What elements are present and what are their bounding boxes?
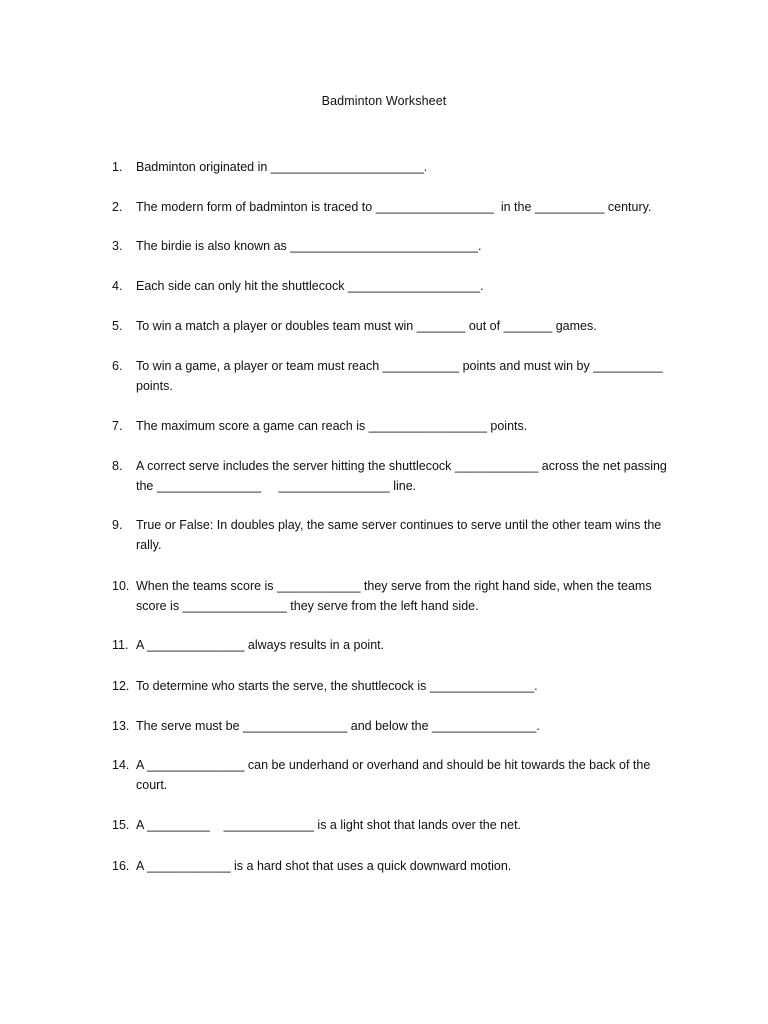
question-text-line-2: court.	[136, 778, 168, 792]
question-text-line-1: When the teams score is ____________ they serve from the right hand side, when the teams	[136, 579, 652, 593]
question-4	[112, 276, 678, 296]
question-15	[112, 815, 678, 835]
question-9	[112, 515, 678, 555]
question-8	[112, 456, 678, 496]
question-number: 11.	[112, 638, 129, 652]
question-text-line-1: A ______________ can be underhand or overhand and should be hit towards the back of the	[136, 758, 651, 772]
question-16	[112, 856, 678, 876]
question-number: 3.	[112, 239, 123, 253]
question-text-line-2: score is _______________ they serve from the left hand side.	[136, 599, 479, 613]
question-text: Each side can only hit the shuttlecock ___________________.	[136, 279, 484, 293]
question-1	[112, 157, 678, 177]
question-text-line-2: points.	[136, 379, 173, 393]
question-2	[112, 197, 678, 217]
question-number: 6.	[112, 359, 123, 373]
question-text: A ______________ always results in a point.	[136, 638, 385, 652]
question-5	[112, 316, 678, 336]
question-text: The maximum score a game can reach is _________________ points.	[136, 419, 528, 433]
question-text: The serve must be _______________ and below the _______________.	[136, 719, 540, 733]
question-7	[112, 416, 678, 436]
question-number: 8.	[112, 459, 123, 473]
question-text: A _________ _____________ is a light shot that lands over the net.	[136, 818, 522, 832]
question-number: 4.	[112, 279, 123, 293]
question-text: The birdie is also known as ___________________________.	[136, 239, 482, 253]
worksheet-title: Badminton Worksheet	[321, 94, 447, 108]
question-text: To determine who starts the serve, the shuttlecock is _______________.	[136, 679, 538, 693]
question-6	[112, 356, 678, 396]
question-text: The modern form of badminton is traced to _________________ in the __________ century.	[136, 200, 652, 214]
question-number: 10.	[112, 579, 130, 593]
question-text-line-2: rally.	[136, 538, 162, 552]
question-number: 13.	[112, 719, 130, 733]
question-text-line-1: A correct serve includes the server hitting the shuttlecock ____________ across the net passing	[136, 459, 667, 473]
question-text: A ____________ is a hard shot that uses a quick downward motion.	[136, 859, 512, 873]
question-number: 15.	[112, 818, 130, 832]
question-text-line-1: True or False: In doubles play, the same server continues to serve until the other team wins the	[136, 518, 662, 532]
question-number: 1.	[112, 160, 123, 174]
question-11	[112, 635, 678, 655]
question-text: Badminton originated in ______________________.	[136, 160, 428, 174]
question-number: 7.	[112, 419, 123, 433]
question-number: 2.	[112, 200, 123, 214]
question-text-line-1: To win a game, a player or team must reach ___________ points and must win by __________	[136, 359, 663, 373]
question-10	[112, 576, 678, 616]
question-text: To win a match a player or doubles team must win _______ out of _______ games.	[136, 319, 597, 333]
question-number: 14.	[112, 758, 130, 772]
question-number: 16.	[112, 859, 130, 873]
question-number: 5.	[112, 319, 123, 333]
question-3	[112, 236, 678, 256]
question-text-line-2: the _______________ ________________ line.	[136, 479, 417, 493]
question-number: 12.	[112, 679, 130, 693]
question-13	[112, 716, 678, 736]
question-12	[112, 676, 678, 696]
question-number: 9.	[112, 518, 123, 532]
question-14	[112, 755, 678, 795]
